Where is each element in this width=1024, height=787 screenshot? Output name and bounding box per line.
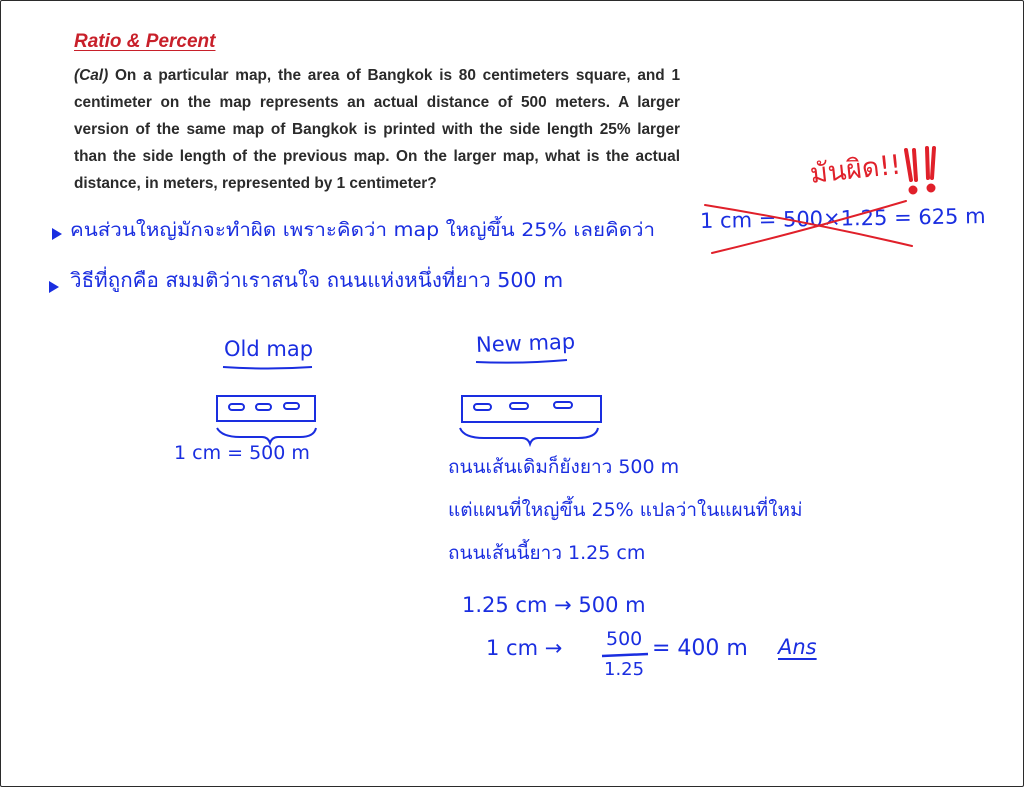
cross-out-icon [705, 201, 912, 253]
calc-numerator: 500 [606, 628, 643, 650]
old-map-label: Old map [224, 337, 314, 361]
old-map-road-icon [217, 396, 316, 443]
note-line-2: วิธีที่ถูกคือ สมมติว่าเราสนใจ ถนนแห่งหนึ่งที่ยาว 500 m [70, 268, 564, 292]
explain-line-2: แต่แผนที่ใหญ่ขึ้น 25% แปลว่าในแผนที่ใหม่ [448, 499, 803, 521]
old-map-underline [223, 367, 312, 369]
explain-line-1: ถนนเส้นเดิมก็ยังยาว 500 m [448, 456, 680, 478]
page-title: Ratio & Percent [74, 31, 216, 52]
calc-line-2-result: = 400 m [652, 636, 748, 661]
fraction-bar [602, 654, 648, 656]
bullet-arrow-icon [49, 228, 62, 293]
old-map-scale: 1 cm = 500 m [174, 442, 310, 464]
calc-line-1: 1.25 cm → 500 m [462, 593, 646, 617]
problem-tag: (Cal) [74, 67, 109, 84]
exclamation-icon [906, 148, 934, 193]
explain-line-3: ถนนเส้นนี้ยาว 1.25 cm [448, 542, 646, 564]
problem-body: On a particular map, the area of Bangkok is 80 centimeters square, and 1 centimeter on the map represents an actual distance of 500 meters. A larger version of the same map of Bangkok is printed with the side length 25% larger than the side length of the previous map. On the larger map, what is the actual distance, in meters, represented by 1 centimeter? [74, 67, 680, 192]
calc-denominator: 1.25 [604, 659, 645, 680]
wrong-calculation: 1 cm = 500×1.25 = 625 m [699, 204, 986, 233]
new-map-road-icon [460, 396, 601, 444]
calc-line-2-left: 1 cm → [486, 636, 563, 660]
answer-label: Ans [778, 635, 817, 659]
wrong-label: มันผิด!! [808, 149, 903, 190]
note-line-1: คนส่วนใหญ่มักจะทำผิด เพราะคิดว่า map ใหญ่ขึ้น 25% เลยคิดว่า [70, 219, 656, 241]
new-map-underline [476, 360, 567, 363]
new-map-label: New map [475, 329, 576, 357]
